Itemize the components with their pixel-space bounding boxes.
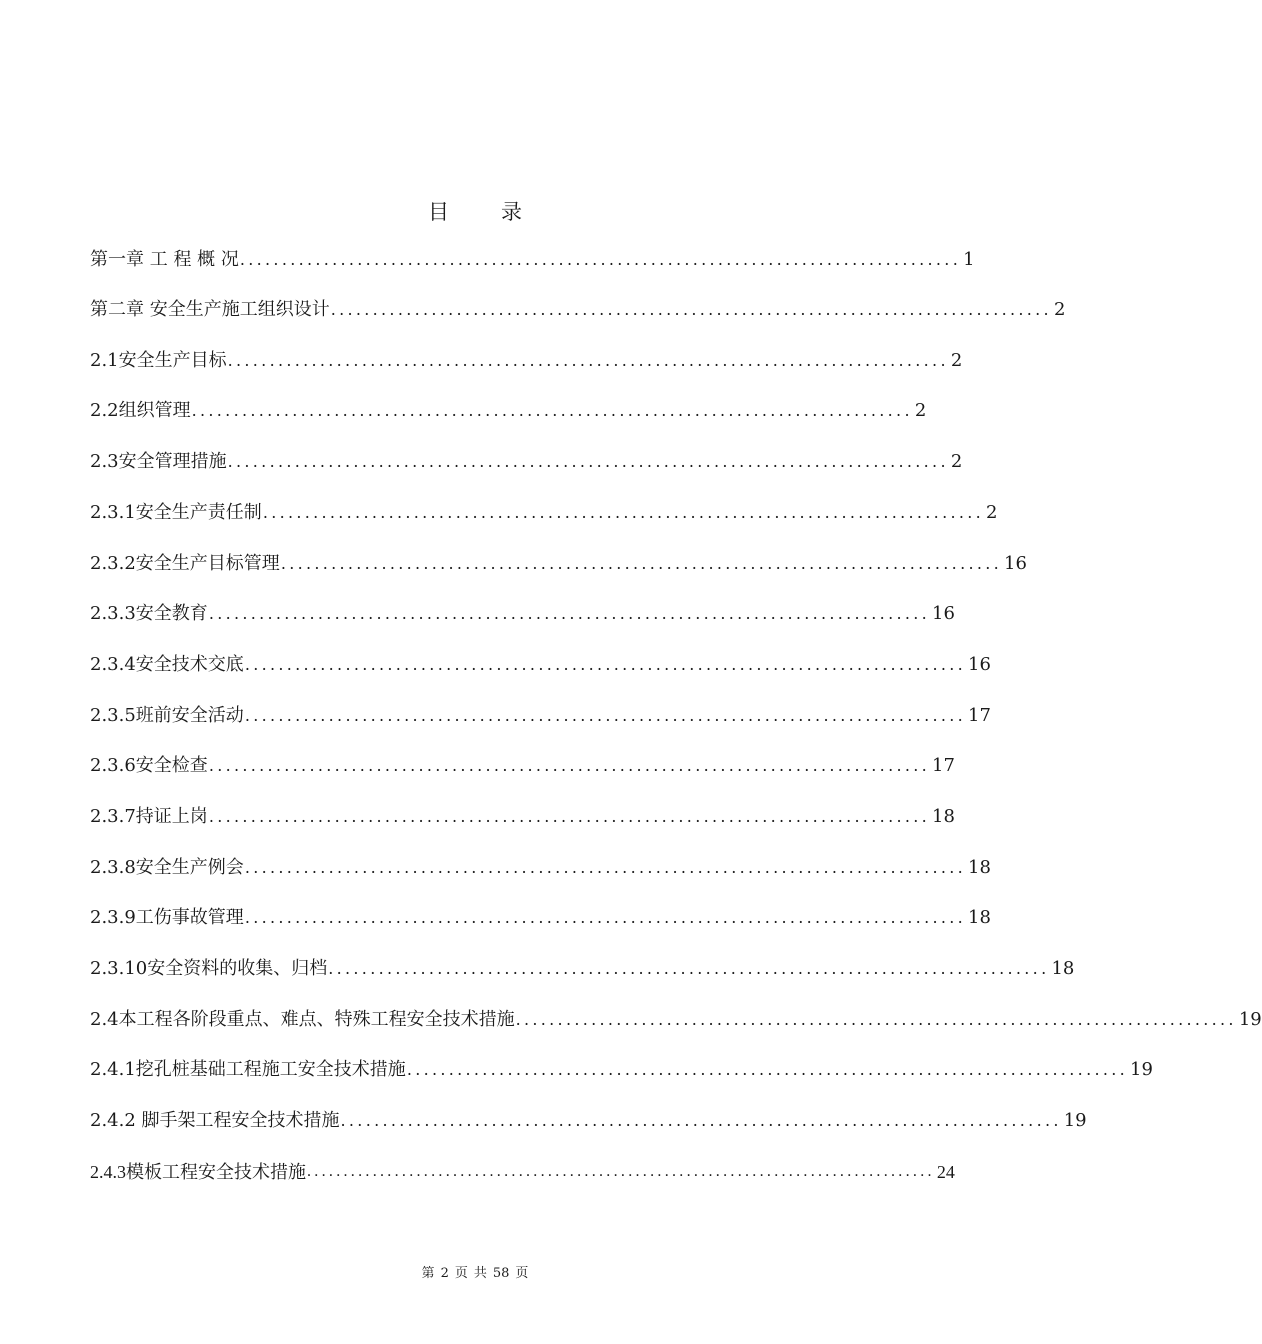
toc-entry-page: 2: [986, 502, 998, 523]
toc-entry[interactable]: [90, 750, 955, 782]
toc-entry-label: 2.3.7持证上岗: [90, 806, 208, 827]
footer-prefix: 第: [421, 1266, 435, 1281]
toc-leader-dots: ......................................................................................: [208, 807, 931, 826]
toc-entry-label: 第二章 安全生产施工组织设计: [90, 299, 330, 320]
toc-entry-page: 16: [1004, 553, 1027, 574]
toc-entry[interactable]: [90, 649, 991, 681]
toc-entry-page: 2: [950, 350, 963, 371]
toc-entry-label: 2.3.9工伤事故管理: [90, 907, 244, 928]
toc-entry-label: 2.3.4安全技术交底: [90, 654, 244, 675]
toc-title: [0, 196, 950, 226]
toc-entry-label: 2.3.3安全教育: [90, 603, 208, 624]
toc-entry-label: 2.1安全生产目标: [90, 350, 227, 371]
toc-entry-page: 2: [1053, 299, 1066, 320]
footer-total-word: 共: [473, 1266, 487, 1281]
toc-leader-dots: ......................................................................................: [191, 401, 913, 420]
toc-title-right: 录: [501, 200, 522, 224]
toc-leader-dots: ......................................................................................: [208, 604, 931, 623]
toc-entry[interactable]: [90, 598, 955, 630]
toc-entry-label: 2.3.5班前安全活动: [90, 705, 244, 726]
footer-suffix: 页: [515, 1266, 529, 1281]
toc-leader-dots: ......................................................................................: [307, 1163, 935, 1180]
toc-entry[interactable]: [90, 1004, 1262, 1036]
toc-leader-dots: ......................................................................................: [340, 1111, 1062, 1130]
toc-entry[interactable]: [90, 852, 991, 884]
footer-page-word: 页: [454, 1266, 468, 1281]
toc-entry-page: 17: [968, 705, 991, 726]
toc-leader-dots: ......................................................................................: [208, 756, 931, 775]
toc-leader-dots: ......................................................................................: [244, 908, 967, 927]
toc-leader-dots: ......................................................................................: [227, 452, 949, 471]
toc-entry[interactable]: [90, 244, 975, 276]
toc-leader-dots: ......................................................................................: [244, 858, 967, 877]
toc-leader-dots: ......................................................................................: [244, 655, 967, 674]
toc-leader-dots: ......................................................................................: [328, 959, 1050, 978]
toc-entry[interactable]: [90, 395, 927, 427]
toc-entry-page: 18: [968, 907, 991, 928]
toc-entry-label: 第一章 工 程 概 况: [90, 249, 239, 270]
toc-entry[interactable]: [90, 700, 991, 732]
toc-entry-label: 2.4.3模板工程安全技术措施: [90, 1162, 306, 1182]
toc-entry[interactable]: [90, 953, 1075, 985]
toc-entry-page: 16: [932, 603, 955, 624]
toc-entry[interactable]: [90, 1105, 1087, 1137]
toc-leader-dots: ......................................................................................: [406, 1060, 1129, 1079]
toc-entry-page: 17: [932, 755, 955, 776]
toc-entry-page: 18: [932, 806, 955, 827]
toc-entry[interactable]: [90, 801, 955, 833]
toc-leader-dots: ......................................................................................: [239, 250, 962, 269]
toc-leader-dots: ......................................................................................: [280, 554, 1003, 573]
toc-entry-page: 2: [950, 451, 963, 472]
toc-entry[interactable]: [90, 1054, 1153, 1086]
toc-entry[interactable]: [90, 548, 1027, 580]
toc-leader-dots: ......................................................................................: [330, 300, 1052, 319]
toc-entry-label: 2.3.8安全生产例会: [90, 857, 244, 878]
toc-entry[interactable]: [90, 1156, 955, 1188]
toc-entry-page: 19: [1130, 1059, 1153, 1080]
toc-leader-dots: ......................................................................................: [262, 503, 985, 522]
toc-entry-label: 2.3.2安全生产目标管理: [90, 553, 280, 574]
toc-entry-label: 2.3.6安全检查: [90, 755, 208, 776]
toc-title-left: 目: [428, 200, 449, 224]
toc-leader-dots: ......................................................................................: [227, 351, 949, 370]
toc-entry-page: 1: [963, 249, 975, 270]
toc-entry[interactable]: [90, 446, 963, 478]
toc-entry-label: 2.2组织管理: [90, 400, 191, 421]
toc-entry-label: 2.3安全管理措施: [90, 451, 227, 472]
toc-entry[interactable]: [90, 497, 998, 529]
toc-entry-page: 18: [968, 857, 991, 878]
footer-total-pages: 58: [492, 1266, 510, 1281]
toc-entry-page: 18: [1051, 958, 1075, 979]
toc-entry[interactable]: [90, 345, 963, 377]
toc-entry[interactable]: [90, 902, 991, 934]
page-footer: [0, 1262, 950, 1281]
toc-entry-label: 2.4.2 脚手架工程安全技术措施: [90, 1110, 340, 1131]
toc-entry-page: 24: [936, 1162, 955, 1182]
footer-current-page: 2: [440, 1266, 449, 1281]
toc-leader-dots: ......................................................................................: [515, 1010, 1237, 1029]
toc-entry-page: 2: [914, 400, 927, 421]
toc-entry-label: 2.3.1安全生产责任制: [90, 502, 262, 523]
toc-leader-dots: ......................................................................................: [244, 706, 967, 725]
toc-entry-label: 2.4本工程各阶段重点、难点、特殊工程安全技术措施: [90, 1009, 515, 1030]
toc-entry[interactable]: [90, 294, 1066, 326]
toc-entry-label: 2.4.1挖孔桩基础工程施工安全技术措施: [90, 1059, 406, 1080]
toc-entry-page: 19: [1238, 1009, 1262, 1030]
toc-entry-page: 19: [1063, 1110, 1087, 1131]
toc-entry-page: 16: [968, 654, 991, 675]
toc-entry-label: 2.3.10安全资料的收集、归档: [90, 958, 328, 979]
